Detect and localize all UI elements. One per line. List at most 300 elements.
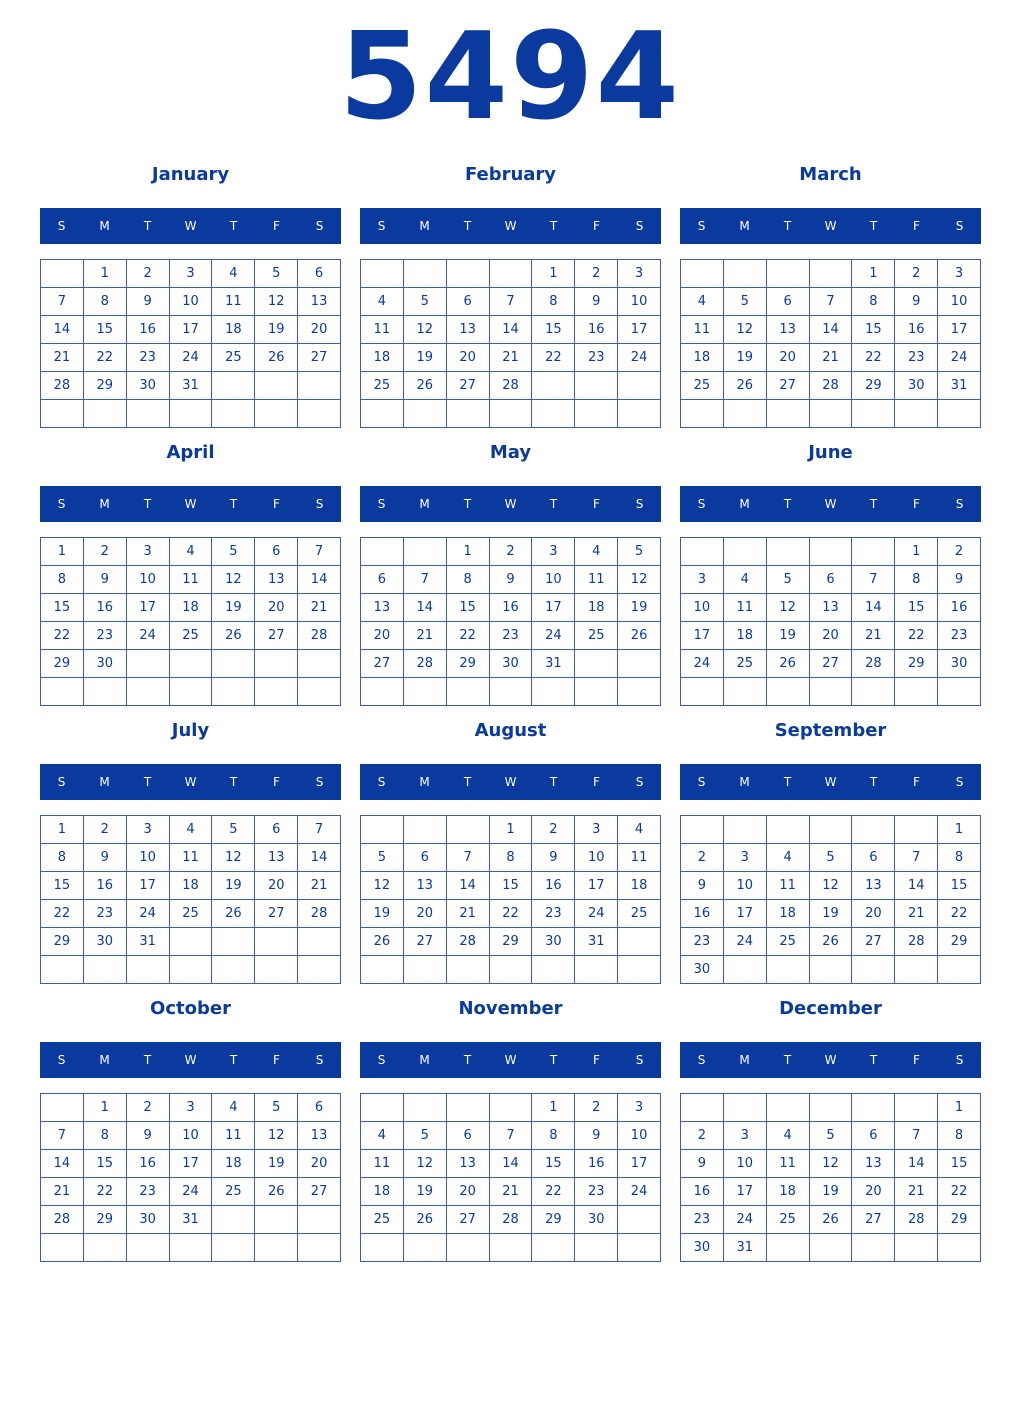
day-cell: 20 — [255, 872, 298, 900]
day-cell — [852, 1094, 895, 1122]
day-cell: 6 — [298, 1094, 341, 1122]
day-cell: 3 — [170, 1094, 213, 1122]
day-cell: 7 — [895, 844, 938, 872]
day-cell: 20 — [852, 900, 895, 928]
day-cell: 30 — [681, 956, 724, 984]
day-cell — [84, 956, 127, 984]
day-cell: 18 — [170, 872, 213, 900]
day-cell: 22 — [84, 344, 127, 372]
day-cell: 20 — [361, 622, 404, 650]
day-cell — [255, 650, 298, 678]
weekday-label: T — [229, 775, 238, 789]
day-cell: 16 — [938, 594, 981, 622]
weekday-header — [360, 764, 661, 800]
day-cell: 30 — [895, 372, 938, 400]
day-cell: 29 — [84, 1206, 127, 1234]
day-cell — [938, 956, 981, 984]
day-cell: 21 — [490, 1178, 533, 1206]
day-cell: 11 — [767, 872, 810, 900]
day-cell: 2 — [127, 1094, 170, 1122]
weekday-label: T — [143, 219, 152, 233]
day-cell: 23 — [127, 1178, 170, 1206]
weekday-label: T — [783, 497, 792, 511]
day-cell: 1 — [938, 816, 981, 844]
day-cell: 19 — [724, 344, 767, 372]
day-cell — [767, 956, 810, 984]
weekday-label: T — [783, 775, 792, 789]
day-cell: 10 — [127, 566, 170, 594]
day-cell: 5 — [724, 288, 767, 316]
day-cell: 19 — [361, 900, 404, 928]
weekday-label: T — [869, 497, 878, 511]
day-grid — [360, 259, 661, 428]
day-cell — [767, 678, 810, 706]
day-cell: 6 — [767, 288, 810, 316]
day-cell — [447, 956, 490, 984]
day-cell: 28 — [298, 622, 341, 650]
weekday-label: M — [99, 775, 110, 789]
day-cell: 7 — [41, 288, 84, 316]
day-cell: 29 — [84, 372, 127, 400]
day-cell: 10 — [681, 594, 724, 622]
day-cell: 27 — [255, 622, 298, 650]
day-cell: 27 — [852, 1206, 895, 1234]
weekday-label: S — [377, 1053, 386, 1067]
day-cell: 8 — [852, 288, 895, 316]
weekday-label: S — [315, 219, 324, 233]
day-cell: 31 — [170, 1206, 213, 1234]
weekday-label: T — [463, 775, 472, 789]
day-cell: 22 — [852, 344, 895, 372]
day-cell: 3 — [127, 816, 170, 844]
day-cell: 25 — [361, 372, 404, 400]
day-grid — [40, 259, 341, 428]
day-cell — [361, 956, 404, 984]
day-cell: 2 — [84, 816, 127, 844]
day-cell: 6 — [404, 844, 447, 872]
day-cell: 8 — [938, 844, 981, 872]
day-cell: 27 — [447, 372, 490, 400]
day-cell: 23 — [575, 1178, 618, 1206]
weekday-label: T — [143, 1053, 152, 1067]
day-cell — [404, 678, 447, 706]
day-cell — [532, 1234, 575, 1262]
day-cell: 25 — [681, 372, 724, 400]
day-cell: 28 — [852, 650, 895, 678]
day-cell: 16 — [575, 1150, 618, 1178]
day-cell — [447, 1234, 490, 1262]
day-cell: 23 — [84, 622, 127, 650]
day-cell — [724, 538, 767, 566]
day-cell: 9 — [895, 288, 938, 316]
day-cell — [212, 928, 255, 956]
day-cell — [255, 400, 298, 428]
month-name: July — [171, 720, 210, 741]
weekday-label: W — [184, 497, 197, 511]
day-cell: 12 — [767, 594, 810, 622]
day-cell: 21 — [404, 622, 447, 650]
day-cell — [212, 1206, 255, 1234]
day-cell: 17 — [127, 594, 170, 622]
day-cell: 17 — [127, 872, 170, 900]
day-cell: 18 — [212, 1150, 255, 1178]
day-cell — [852, 678, 895, 706]
weekday-label: T — [463, 497, 472, 511]
day-cell: 5 — [404, 288, 447, 316]
weekday-label: S — [377, 775, 386, 789]
day-cell: 10 — [532, 566, 575, 594]
day-cell: 12 — [724, 316, 767, 344]
day-cell — [618, 1206, 661, 1234]
weekday-label: F — [593, 219, 600, 233]
day-cell: 22 — [938, 1178, 981, 1206]
day-cell: 12 — [810, 872, 853, 900]
day-cell — [41, 956, 84, 984]
day-cell: 15 — [938, 872, 981, 900]
day-cell — [127, 678, 170, 706]
weekday-label: F — [273, 775, 280, 789]
day-cell — [724, 400, 767, 428]
day-cell: 8 — [41, 566, 84, 594]
day-cell: 30 — [532, 928, 575, 956]
day-cell: 28 — [404, 650, 447, 678]
day-cell: 9 — [84, 566, 127, 594]
weekday-label: W — [504, 219, 517, 233]
weekday-label: S — [697, 1053, 706, 1067]
day-cell: 13 — [852, 1150, 895, 1178]
day-cell: 11 — [170, 566, 213, 594]
day-cell: 17 — [618, 1150, 661, 1178]
day-cell: 6 — [852, 844, 895, 872]
day-cell: 19 — [212, 594, 255, 622]
weekday-label: F — [913, 219, 920, 233]
weekday-label: S — [57, 775, 66, 789]
day-cell: 20 — [767, 344, 810, 372]
weekday-label: T — [869, 775, 878, 789]
day-cell — [490, 678, 533, 706]
day-cell — [767, 1234, 810, 1262]
day-cell: 30 — [84, 650, 127, 678]
day-cell: 20 — [447, 1178, 490, 1206]
day-cell: 23 — [127, 344, 170, 372]
day-cell: 29 — [447, 650, 490, 678]
day-cell — [575, 372, 618, 400]
day-cell: 5 — [212, 816, 255, 844]
day-cell: 11 — [170, 844, 213, 872]
day-cell: 7 — [895, 1122, 938, 1150]
day-cell: 28 — [447, 928, 490, 956]
day-cell: 18 — [575, 594, 618, 622]
weekday-label: W — [184, 775, 197, 789]
day-cell: 15 — [938, 1150, 981, 1178]
day-cell: 27 — [404, 928, 447, 956]
day-cell: 4 — [618, 816, 661, 844]
day-cell — [127, 400, 170, 428]
day-cell: 7 — [810, 288, 853, 316]
day-cell: 21 — [298, 872, 341, 900]
day-cell: 12 — [212, 844, 255, 872]
day-cell: 2 — [681, 1122, 724, 1150]
day-cell: 22 — [938, 900, 981, 928]
day-cell: 7 — [490, 1122, 533, 1150]
day-cell: 13 — [767, 316, 810, 344]
day-cell: 23 — [84, 900, 127, 928]
day-cell: 3 — [532, 538, 575, 566]
day-cell: 13 — [361, 594, 404, 622]
day-cell: 4 — [575, 538, 618, 566]
day-cell — [618, 1234, 661, 1262]
day-cell: 17 — [170, 316, 213, 344]
day-cell: 29 — [41, 928, 84, 956]
day-cell — [895, 956, 938, 984]
day-cell: 6 — [447, 1122, 490, 1150]
month-name: March — [799, 164, 862, 185]
day-cell: 15 — [532, 316, 575, 344]
day-cell: 1 — [447, 538, 490, 566]
weekday-label: M — [99, 219, 110, 233]
day-cell: 9 — [681, 1150, 724, 1178]
day-cell: 30 — [490, 650, 533, 678]
day-cell: 24 — [938, 344, 981, 372]
day-cell: 22 — [447, 622, 490, 650]
day-cell: 11 — [361, 316, 404, 344]
day-cell: 29 — [490, 928, 533, 956]
weekday-label: S — [955, 1053, 964, 1067]
day-cell: 27 — [361, 650, 404, 678]
day-cell: 23 — [938, 622, 981, 650]
day-cell — [681, 538, 724, 566]
day-cell — [532, 678, 575, 706]
day-cell: 1 — [532, 1094, 575, 1122]
day-cell: 22 — [532, 1178, 575, 1206]
day-cell — [767, 400, 810, 428]
weekday-label: W — [504, 775, 517, 789]
day-cell: 10 — [724, 872, 767, 900]
day-cell: 3 — [681, 566, 724, 594]
day-cell: 14 — [404, 594, 447, 622]
day-cell: 15 — [447, 594, 490, 622]
day-cell — [767, 260, 810, 288]
day-cell: 2 — [84, 538, 127, 566]
day-cell: 24 — [575, 900, 618, 928]
day-cell — [810, 956, 853, 984]
day-cell: 11 — [618, 844, 661, 872]
day-cell: 16 — [84, 872, 127, 900]
weekday-label: M — [419, 775, 430, 789]
day-cell — [575, 1234, 618, 1262]
weekday-label: M — [99, 497, 110, 511]
day-cell: 21 — [490, 344, 533, 372]
weekday-label: F — [913, 775, 920, 789]
day-cell: 15 — [41, 594, 84, 622]
day-cell: 9 — [575, 1122, 618, 1150]
day-cell: 14 — [895, 872, 938, 900]
weekday-label: S — [635, 497, 644, 511]
day-cell — [404, 538, 447, 566]
weekday-label: T — [463, 1053, 472, 1067]
day-cell: 7 — [852, 566, 895, 594]
day-cell: 27 — [255, 900, 298, 928]
day-cell: 9 — [490, 566, 533, 594]
day-cell: 19 — [810, 1178, 853, 1206]
day-cell: 27 — [810, 650, 853, 678]
day-cell: 26 — [255, 344, 298, 372]
day-cell: 10 — [127, 844, 170, 872]
day-cell: 6 — [447, 288, 490, 316]
day-cell: 28 — [298, 900, 341, 928]
day-cell: 21 — [895, 1178, 938, 1206]
weekday-label: W — [824, 219, 837, 233]
weekday-label: M — [99, 1053, 110, 1067]
day-cell — [575, 650, 618, 678]
weekday-header — [680, 208, 981, 244]
day-cell — [938, 1234, 981, 1262]
day-cell: 4 — [212, 1094, 255, 1122]
day-cell: 18 — [618, 872, 661, 900]
weekday-label: T — [463, 219, 472, 233]
day-cell: 3 — [618, 1094, 661, 1122]
day-cell — [681, 678, 724, 706]
month-name: August — [474, 720, 547, 741]
day-cell — [681, 1094, 724, 1122]
day-cell: 15 — [852, 316, 895, 344]
day-cell — [532, 372, 575, 400]
day-cell — [724, 956, 767, 984]
weekday-label: M — [739, 497, 750, 511]
day-cell — [361, 1094, 404, 1122]
day-cell: 17 — [618, 316, 661, 344]
day-cell — [298, 1234, 341, 1262]
day-cell: 11 — [212, 1122, 255, 1150]
day-cell — [255, 372, 298, 400]
day-cell: 28 — [490, 372, 533, 400]
day-cell — [255, 928, 298, 956]
day-cell: 5 — [810, 1122, 853, 1150]
day-cell: 19 — [404, 1178, 447, 1206]
day-cell — [127, 1234, 170, 1262]
day-cell: 10 — [618, 1122, 661, 1150]
day-cell: 10 — [618, 288, 661, 316]
day-cell: 31 — [575, 928, 618, 956]
weekday-label: F — [593, 497, 600, 511]
day-cell: 14 — [41, 316, 84, 344]
weekday-label: W — [824, 497, 837, 511]
day-cell — [41, 1094, 84, 1122]
day-cell: 12 — [810, 1150, 853, 1178]
weekday-label: T — [229, 219, 238, 233]
day-cell: 11 — [361, 1150, 404, 1178]
day-cell — [84, 678, 127, 706]
day-cell: 16 — [490, 594, 533, 622]
day-cell: 6 — [298, 260, 341, 288]
day-cell — [447, 816, 490, 844]
day-cell: 9 — [127, 1122, 170, 1150]
weekday-label: F — [273, 1053, 280, 1067]
weekday-label: T — [143, 775, 152, 789]
weekday-label: S — [955, 775, 964, 789]
day-cell — [575, 678, 618, 706]
day-cell: 16 — [127, 1150, 170, 1178]
day-grid — [680, 259, 981, 428]
day-cell: 13 — [298, 1122, 341, 1150]
day-cell: 2 — [575, 260, 618, 288]
day-cell: 24 — [532, 622, 575, 650]
day-cell: 6 — [852, 1122, 895, 1150]
day-cell — [895, 1094, 938, 1122]
day-cell: 8 — [532, 288, 575, 316]
day-cell: 30 — [84, 928, 127, 956]
weekday-label: F — [593, 1053, 600, 1067]
day-cell: 25 — [361, 1206, 404, 1234]
weekday-label: S — [955, 497, 964, 511]
day-grid — [680, 1093, 981, 1262]
day-cell: 20 — [404, 900, 447, 928]
weekday-header — [680, 486, 981, 522]
day-cell: 26 — [255, 1178, 298, 1206]
day-cell — [361, 400, 404, 428]
day-cell: 31 — [532, 650, 575, 678]
day-cell: 21 — [810, 344, 853, 372]
day-cell — [170, 928, 213, 956]
day-cell: 26 — [810, 928, 853, 956]
day-cell: 13 — [404, 872, 447, 900]
day-cell: 4 — [724, 566, 767, 594]
day-cell — [810, 678, 853, 706]
day-cell: 29 — [852, 372, 895, 400]
day-cell — [852, 1234, 895, 1262]
day-cell — [490, 956, 533, 984]
day-cell: 20 — [810, 622, 853, 650]
weekday-label: W — [824, 775, 837, 789]
day-cell — [298, 372, 341, 400]
day-cell: 14 — [490, 316, 533, 344]
day-cell — [810, 816, 853, 844]
day-cell: 14 — [447, 872, 490, 900]
weekday-label: T — [869, 1053, 878, 1067]
day-cell: 5 — [618, 538, 661, 566]
day-cell: 3 — [724, 1122, 767, 1150]
day-cell: 3 — [170, 260, 213, 288]
day-cell: 25 — [618, 900, 661, 928]
day-cell — [895, 816, 938, 844]
day-cell: 9 — [532, 844, 575, 872]
day-cell — [724, 260, 767, 288]
day-cell — [404, 260, 447, 288]
day-cell: 2 — [895, 260, 938, 288]
day-cell — [361, 816, 404, 844]
day-cell: 4 — [361, 288, 404, 316]
day-cell: 24 — [618, 1178, 661, 1206]
day-cell — [724, 816, 767, 844]
weekday-label: W — [184, 219, 197, 233]
day-cell — [84, 1234, 127, 1262]
weekday-label: W — [184, 1053, 197, 1067]
day-cell: 4 — [681, 288, 724, 316]
weekday-label: T — [549, 219, 558, 233]
day-cell: 5 — [255, 260, 298, 288]
day-cell: 27 — [447, 1206, 490, 1234]
day-cell: 10 — [938, 288, 981, 316]
day-cell: 21 — [447, 900, 490, 928]
weekday-label: S — [697, 497, 706, 511]
day-cell — [852, 538, 895, 566]
day-cell — [852, 400, 895, 428]
day-cell: 22 — [895, 622, 938, 650]
weekday-label: S — [635, 1053, 644, 1067]
day-cell: 18 — [767, 900, 810, 928]
day-cell: 22 — [41, 622, 84, 650]
day-grid — [40, 1093, 341, 1262]
